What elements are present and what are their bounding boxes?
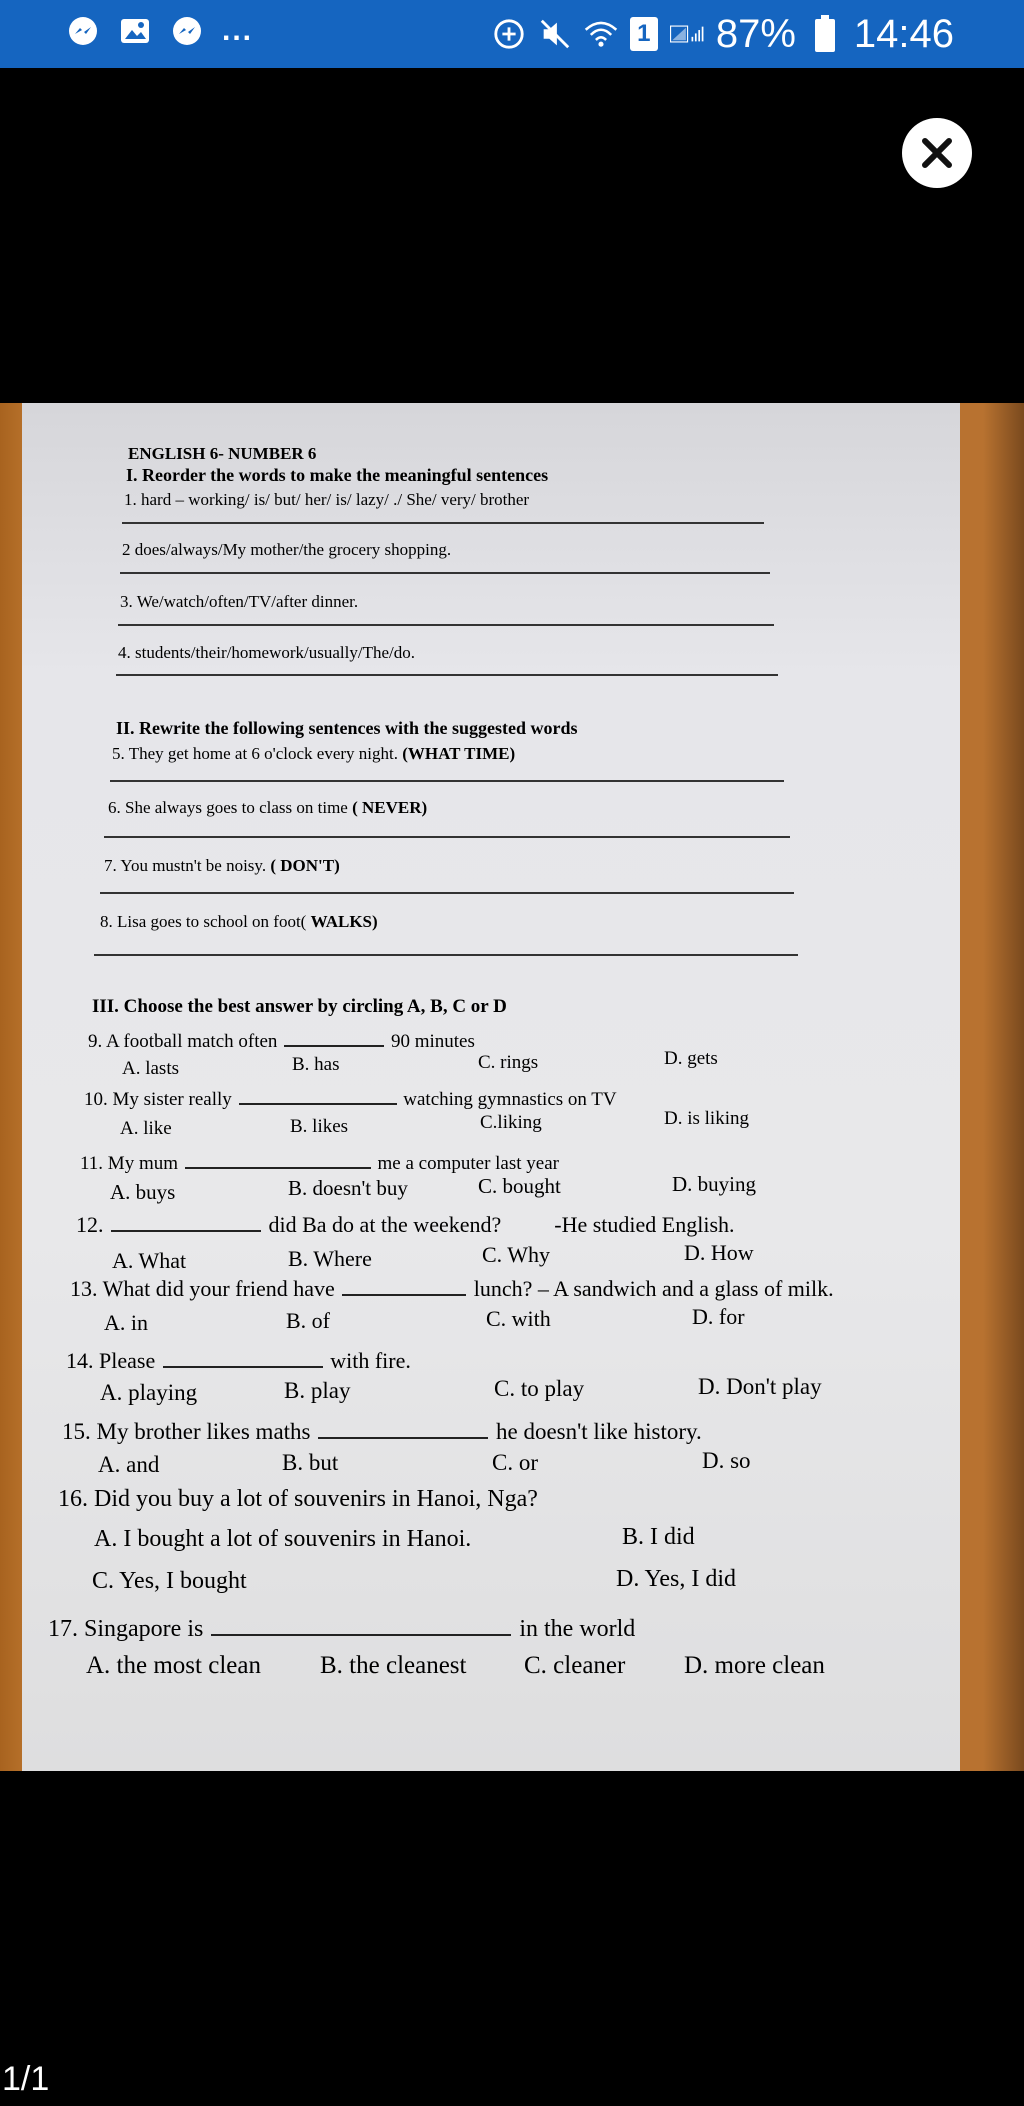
- blank: [239, 1084, 397, 1105]
- q12-option-b[interactable]: B. Where: [288, 1246, 372, 1271]
- q16-option-b[interactable]: B. I did: [622, 1524, 695, 1550]
- notification-icons: [66, 14, 253, 48]
- answer-line-6: [104, 836, 790, 838]
- blank: [318, 1414, 488, 1439]
- rewrite-text-7: 7. You mustn't be noisy.: [104, 856, 267, 875]
- rewrite-item-8: [100, 912, 378, 932]
- question-17-end: in the world: [519, 1616, 636, 1642]
- q11-option-b[interactable]: B. doesn't buy: [288, 1176, 408, 1200]
- q12-option-a[interactable]: A. What: [112, 1248, 187, 1273]
- reorder-item-3: 3. We/watch/often/TV/after dinner.: [120, 592, 359, 611]
- q15-option-b[interactable]: B. but: [282, 1450, 339, 1475]
- q10-option-c[interactable]: C.liking: [480, 1112, 542, 1133]
- page-counter: 1/1: [2, 2060, 50, 2098]
- question-14: [66, 1344, 411, 1374]
- q12-option-d[interactable]: D. How: [684, 1240, 754, 1265]
- gallery-icon: [118, 14, 152, 48]
- q11-option-d[interactable]: D. buying: [672, 1172, 756, 1196]
- q17-option-d[interactable]: D. more clean: [684, 1652, 825, 1679]
- question-10-stem: 10. My sister really: [84, 1089, 232, 1110]
- q11-option-a[interactable]: A. buys: [110, 1180, 176, 1204]
- rewrite-text-6: 6. She always goes to class on time: [108, 798, 348, 817]
- q10-option-b[interactable]: B. likes: [290, 1116, 349, 1137]
- blank: [342, 1272, 466, 1296]
- rewrite-item-7: [104, 856, 340, 876]
- question-14-stem: 14. Please: [66, 1348, 156, 1373]
- q15-option-d[interactable]: D. so: [702, 1448, 751, 1473]
- question-15: [62, 1414, 702, 1445]
- answer-line-8: [94, 954, 798, 956]
- section2-heading: II. Rewrite the following sentences with the suggested words: [116, 718, 578, 738]
- answer-line-1: [122, 522, 764, 524]
- q16-option-a[interactable]: A. I bought a lot of souvenirs in Hanoi.: [94, 1526, 472, 1552]
- q15-option-a[interactable]: A. and: [98, 1452, 160, 1477]
- question-16: 16. Did you buy a lot of souvenirs in Hanoi, Nga?: [58, 1486, 538, 1512]
- question-13-end: lunch? – A sandwich and a glass of milk.: [473, 1276, 834, 1301]
- rewrite-hint-5: (WHAT TIME): [402, 744, 516, 763]
- rewrite-hint-7: ( DON'T): [270, 856, 340, 875]
- q9-option-a[interactable]: A. lasts: [122, 1058, 179, 1079]
- battery-icon: [808, 17, 842, 51]
- answer-line-3: [118, 624, 774, 626]
- q9-option-b[interactable]: B. has: [292, 1054, 340, 1075]
- question-12-end: did Ba do at the weekend?: [268, 1212, 502, 1237]
- answer-line-2: [120, 572, 770, 574]
- close-icon: [920, 136, 954, 170]
- question-11-end: me a computer last year: [377, 1153, 559, 1174]
- mute-icon: [538, 17, 572, 51]
- q10-option-a[interactable]: A. like: [120, 1118, 172, 1139]
- q16-option-d[interactable]: D. Yes, I did: [616, 1566, 737, 1592]
- rewrite-item-5: [112, 744, 515, 764]
- q13-option-d[interactable]: D. for: [692, 1304, 745, 1329]
- blank: [185, 1148, 371, 1169]
- answer-line-7: [100, 892, 794, 894]
- rewrite-hint-6: ( NEVER): [352, 798, 428, 817]
- battery-percent: 87%: [715, 12, 796, 56]
- sim-badge: [630, 17, 658, 51]
- question-9: [88, 1026, 475, 1053]
- question-15-end: he doesn't like history.: [496, 1419, 702, 1444]
- system-icons: [492, 12, 954, 56]
- q11-option-c[interactable]: C. bought: [478, 1174, 561, 1198]
- rewrite-text-5: 5. They get home at 6 o'clock every night.: [112, 744, 399, 763]
- blank: [163, 1344, 323, 1368]
- question-15-stem: 15. My brother likes maths: [62, 1419, 311, 1444]
- question-12-answer-note: -He studied English.: [554, 1212, 735, 1237]
- q13-option-b[interactable]: B. of: [286, 1308, 330, 1333]
- answer-line-5: [110, 780, 784, 782]
- reorder-item-1: 1. hard – working/ is/ but/ her/ is/ lazy/ ./ She/ very/ brother: [124, 490, 530, 509]
- q13-option-a[interactable]: A. in: [104, 1310, 148, 1335]
- blank: [211, 1610, 511, 1636]
- q17-option-b[interactable]: B. the cleanest: [320, 1652, 467, 1679]
- sim-number: 1: [637, 20, 651, 47]
- clock: 14:46: [853, 12, 954, 56]
- status-bar: [0, 0, 1024, 68]
- question-17: [48, 1610, 635, 1643]
- q17-option-c[interactable]: C. cleaner: [524, 1652, 626, 1679]
- messenger-icon: [66, 14, 100, 48]
- q14-option-a[interactable]: A. playing: [100, 1380, 198, 1405]
- q16-option-c[interactable]: C. Yes, I bought: [92, 1568, 247, 1594]
- wifi-icon: [584, 17, 618, 51]
- q12-option-c[interactable]: C. Why: [482, 1242, 551, 1267]
- q9-option-c[interactable]: C. rings: [478, 1052, 539, 1073]
- question-14-end: with fire.: [330, 1348, 411, 1373]
- question-11-stem: 11. My mum: [80, 1153, 178, 1174]
- messenger-icon-2: [170, 14, 204, 48]
- question-10: [84, 1084, 617, 1111]
- reorder-item-4: 4. students/their/homework/usually/The/do.: [118, 643, 415, 662]
- q17-option-a[interactable]: A. the most clean: [86, 1652, 261, 1679]
- blank: [284, 1026, 384, 1047]
- reorder-item-2: 2 does/always/My mother/the grocery shopping.: [122, 540, 452, 559]
- blank: [111, 1208, 261, 1232]
- question-9-stem: 9. A football match often: [88, 1031, 278, 1052]
- rewrite-text-8: 8. Lisa goes to school on foot(: [100, 912, 307, 931]
- more-notifications: ...: [222, 14, 254, 47]
- question-17-stem: 17. Singapore is: [48, 1616, 204, 1642]
- rewrite-hint-8: WALKS): [310, 912, 378, 931]
- question-12-stem: 12.: [76, 1212, 104, 1237]
- section1-heading: I. Reorder the words to make the meaningful sentences: [126, 465, 549, 485]
- q13-option-c[interactable]: C. with: [486, 1306, 551, 1331]
- rewrite-item-6: [108, 798, 427, 818]
- q10-option-d[interactable]: D. is liking: [664, 1108, 749, 1129]
- question-10-end: watching gymnastics on TV: [403, 1089, 617, 1110]
- question-13: [70, 1272, 834, 1302]
- answer-line-4: [116, 674, 778, 676]
- question-13-stem: 13. What did your friend have: [70, 1276, 335, 1301]
- q15-option-c[interactable]: C. or: [492, 1450, 538, 1475]
- question-9-end: 90 minutes: [390, 1031, 475, 1052]
- q9-option-d[interactable]: D. gets: [664, 1048, 718, 1069]
- question-12: [76, 1208, 735, 1238]
- q14-option-b[interactable]: B. play: [284, 1378, 351, 1403]
- signal-icon: [670, 17, 704, 51]
- close-button[interactable]: [902, 118, 972, 188]
- question-11: [80, 1148, 559, 1175]
- doc-title: ENGLISH 6- NUMBER 6: [128, 444, 317, 463]
- section3-heading: III. Choose the best answer by circling A, B, C or D: [92, 996, 507, 1017]
- q14-option-d[interactable]: D. Don't play: [698, 1374, 822, 1399]
- q14-option-c[interactable]: C. to play: [494, 1376, 585, 1401]
- data-saver-icon: [492, 17, 526, 51]
